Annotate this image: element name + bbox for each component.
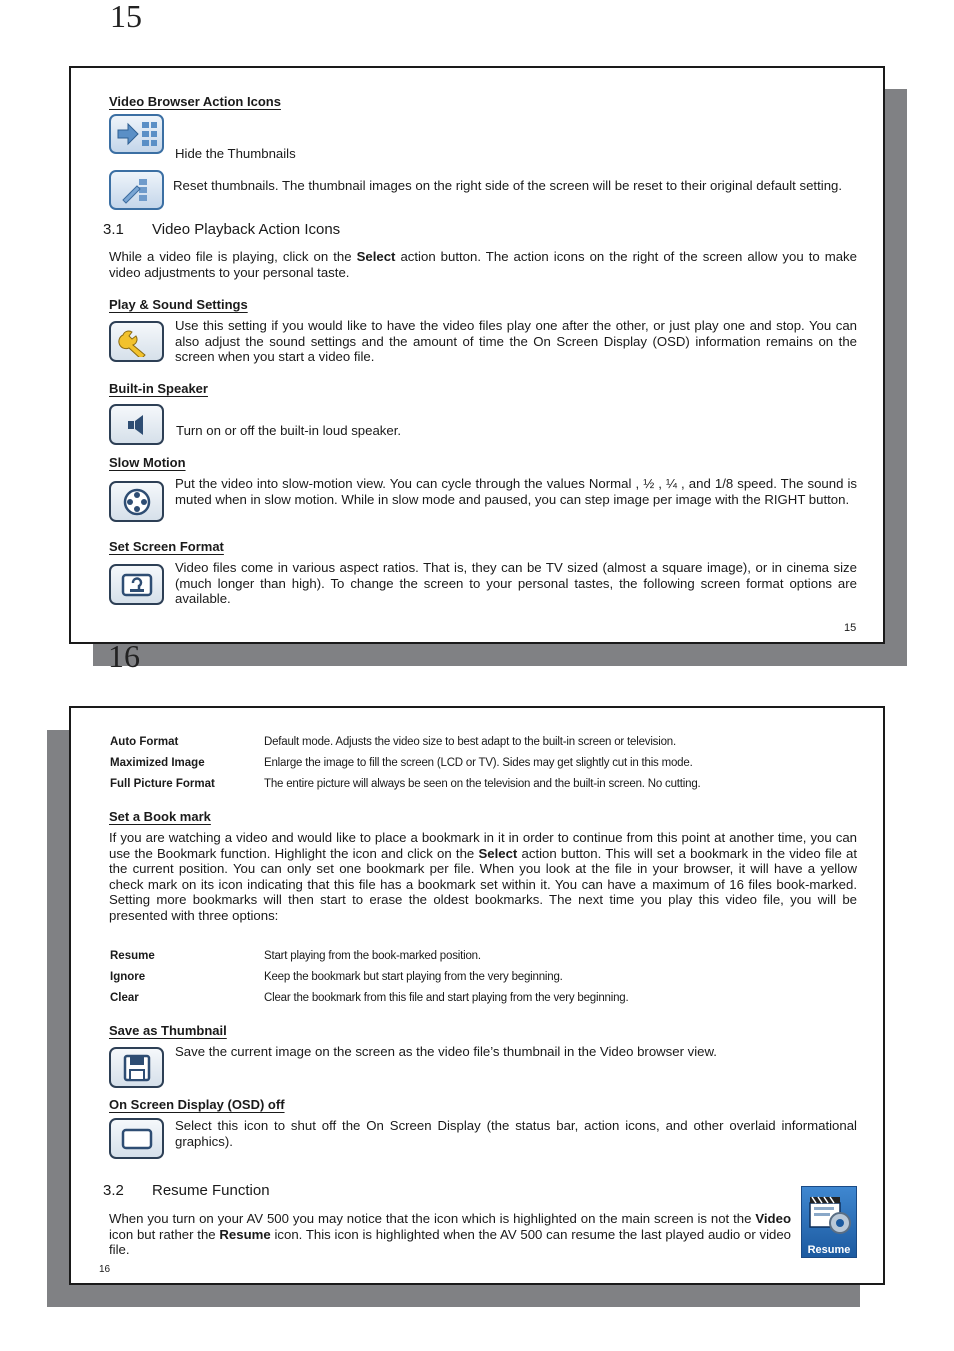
screen-format-heading: Set Screen Format	[109, 539, 224, 554]
page-16	[69, 706, 885, 1285]
option-desc: Clear the bookmark from this file and start playing from the very beginning.	[264, 992, 629, 1004]
bookmark-text-start: If you are watching a video and would like to place a bookmark in it in order to continue from this point at another time, you can use the Bookmark function. Highlight the icon and click on the	[109, 830, 857, 861]
film-reel-icon	[109, 481, 164, 522]
section-title: Video Playback Action Icons	[152, 221, 341, 238]
option-name: Resume	[110, 950, 155, 962]
page-number: 15	[844, 622, 857, 634]
playback-intro	[109, 249, 857, 280]
reset-thumbnails-icon	[109, 170, 164, 210]
resume-bold-video: Video	[755, 1211, 791, 1226]
format-desc: The entire picture will always be seen on the television and the built-in screen. No cutting.	[264, 778, 701, 790]
page-15-big-number: 15	[110, 0, 142, 34]
format-name: Full Picture Format	[110, 778, 215, 790]
slow-motion-text: Put the video into slow-motion view. You can cycle through the values Normal , ½ , ¼ , and 1/8 speed. The sound is muted when in slow motion. While in slow mode and paused, you can step image per image with the RIGHT button.	[175, 476, 857, 507]
resume-text	[109, 1211, 791, 1258]
option-desc: Keep the bookmark but start playing from the very beginning.	[264, 971, 563, 983]
speaker-icon	[109, 404, 164, 445]
reset-thumbnails-text: Reset thumbnails. The thumbnail images on the right side of the screen will be reset to their original default setting.	[173, 178, 843, 193]
section-title: Resume Function	[152, 1182, 270, 1199]
browser-icons-heading: Video Browser Action Icons	[109, 94, 281, 109]
section-number: 3.1	[103, 221, 124, 238]
bookmark-text-end: action button. This will set a bookmark in the video file at the current position. You can only set one bookmark per file. When you look at the file in your browser, it will have a yellow check mark on its icon indicating that this file has a bookmark set within it. You can have a maximum of 16 files book-marked. Setting more bookmarks will then start to erase the oldest bookmarks. The next time you play this video file, you will be presented with three options:	[109, 845, 857, 923]
page-16-big-number: 16	[108, 638, 140, 674]
intro-bold: Select	[356, 249, 396, 264]
section-3-2-title	[103, 1182, 270, 1199]
intro-text-end: action button. The action icons on the right of the screen allow you to make video adjustments to your personal taste.	[109, 249, 857, 280]
option-name: Clear	[110, 992, 139, 1004]
wrench-icon	[109, 321, 164, 362]
format-name: Maximized Image	[110, 757, 205, 769]
resume-bold-resume: Resume	[219, 1226, 271, 1242]
format-name: Auto Format	[110, 736, 179, 748]
thumbnail-text: Save the current image on the screen as the video file’s thumbnail in the Video browser view.	[175, 1044, 717, 1059]
hide-thumbnails-icon	[109, 114, 164, 154]
page-number: 16	[99, 1264, 111, 1275]
screen-format-text: Video files come in various aspect ratios. That is, they can be TV sized (almost a square image), or in cinema size (much longer than high). To change the screen to your personal tastes, the following screen format options are available.	[175, 560, 857, 606]
resume-text-1: When you turn on your AV 500 you may notice that the icon which is highlighted on the main screen is not the	[109, 1211, 756, 1226]
osd-heading: On Screen Display (OSD) off	[109, 1097, 285, 1112]
option-desc: Start playing from the book-marked position.	[264, 950, 481, 962]
page-15	[69, 66, 885, 644]
bookmark-bold: Select	[478, 845, 518, 861]
floppy-disk-icon	[109, 1047, 164, 1088]
format-desc: Enlarge the image to fill the screen (LCD or TV). Sides may get slightly cut in this mode.	[264, 757, 693, 769]
option-name: Ignore	[110, 971, 146, 983]
play-sound-heading: Play & Sound Settings	[109, 297, 248, 312]
speaker-text: Turn on or off the built-in loud speaker.	[176, 423, 402, 438]
resume-text-2: icon but rather the	[109, 1226, 220, 1242]
osd-text: Select this icon to shut off the On Screen Display (the status bar, action icons, and other overlaid informational graphics).	[175, 1118, 857, 1149]
slow-motion-heading: Slow Motion	[109, 455, 186, 470]
osd-off-icon	[109, 1118, 164, 1159]
play-sound-text: Use this setting if you would like to have the video files play one after the other, or just play one and stop. You can also adjust the sound settings and the amount of time the On Screen Display (OSD) information remains on the screen when you start a video file.	[175, 318, 857, 364]
section-3-1-title	[103, 221, 340, 238]
resume-icon	[801, 1186, 857, 1258]
hide-thumbnails-text: Hide the Thumbnails	[175, 146, 296, 161]
format-desc: Default mode. Adjusts the video size to best adapt to the built-in screen or television.	[264, 736, 676, 748]
bookmark-text	[109, 830, 857, 923]
screen-format-icon	[109, 564, 164, 605]
section-number: 3.2	[103, 1182, 124, 1199]
resume-text-3: icon. This icon is highlighted when the AV 500 can resume the last played audio or video file.	[109, 1226, 792, 1257]
thumbnail-heading: Save as Thumbnail	[109, 1023, 227, 1038]
resume-icon-label: Resume	[807, 1244, 851, 1256]
bookmark-heading: Set a Book mark	[109, 809, 211, 824]
intro-text: While a video file is playing, click on the	[109, 249, 357, 264]
speaker-heading: Built-in Speaker	[109, 381, 208, 396]
